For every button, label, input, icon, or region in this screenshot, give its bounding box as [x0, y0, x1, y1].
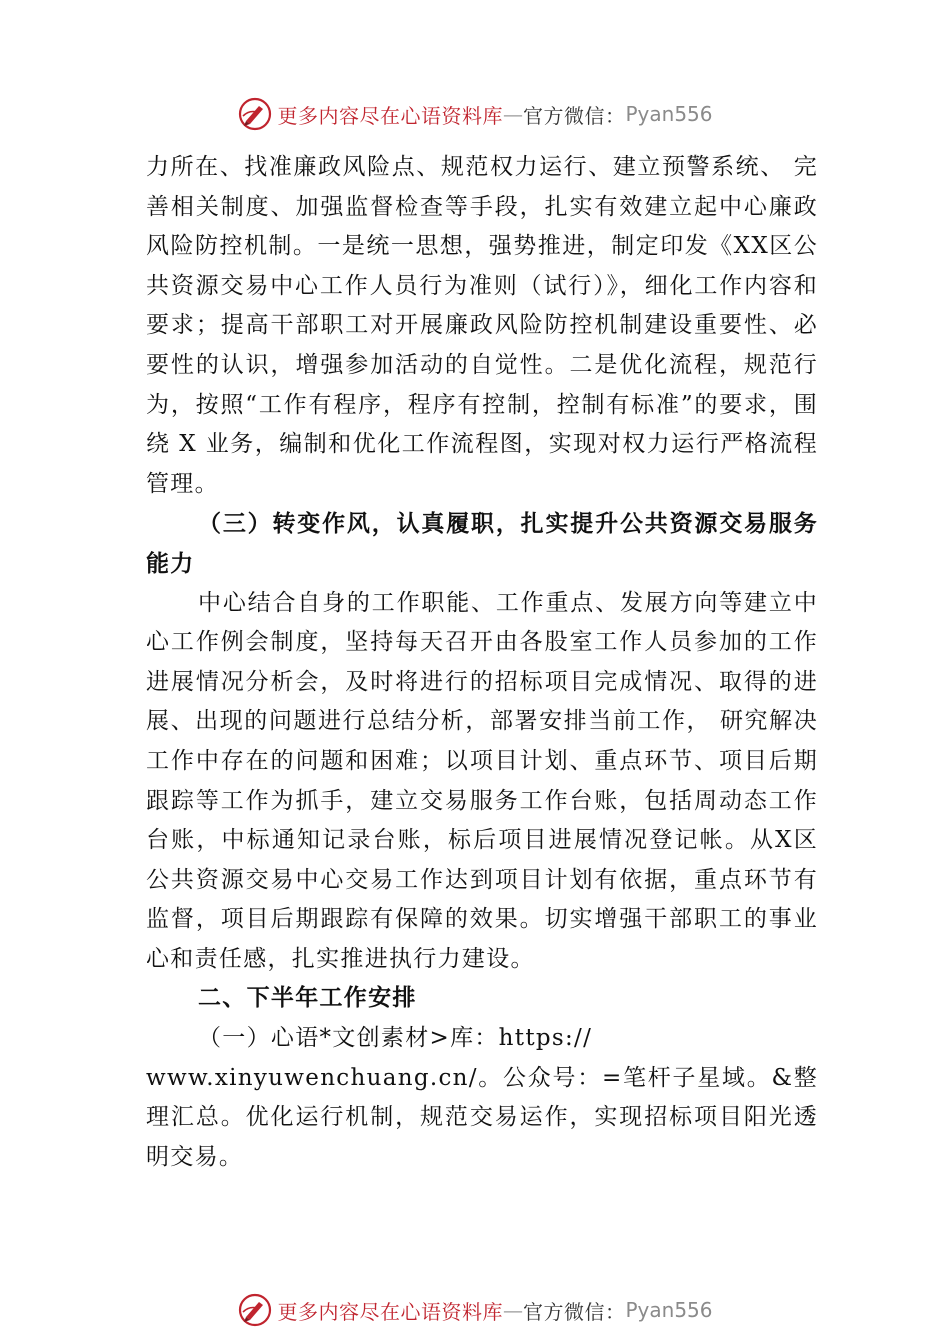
paragraph-work-meeting: 中心结合自身的工作职能、工作重点、发展方向等建立中心工作例会制度，坚持每天召开由各股室工作人员参加的工作进展情况分析会，及时将进行的招标项目完成情况、取得的进展、出现的问题进行总结分析，部署安排当前工作， 研究解决工作中存在的问题和困难；以项目计划、重点环节、项目后期跟踪等工作为抓手，建立交易服务工作台账，包括周动态工作台账，中标通知记录台账，标后项目进展情况登记帐。从X区公共资源交易中心交易工作达到项目计划有依据，重点环节有监督，项目后期跟踪有保障的效果。切实增强干部职工的事业心和责任感，扎实推进执行力建设。 [146, 589, 818, 972]
banner-separator: — [502, 102, 523, 126]
banner-separator: — [502, 1298, 523, 1322]
pen-logo-icon [237, 96, 273, 132]
banner-title: 更多内容尽在心语资料库 [277, 103, 503, 128]
section-heading-second-half: 二、下半年工作安排 [198, 985, 417, 1012]
watermark-banner-top [0, 92, 950, 136]
paragraph-risk-control: 力所在、找准廉政风险点、规范权力运行、建立预警系统、 完善相关制度、加强监督检查等手段，扎实有效建立起中心廉政风险防控机制。一是统一思想，强势推进，制定印发《XX区公共资源交易中心工作人员行为准则（试行）》，细化工作内容和要求；提高干部职工对开展廉政风险防控机制建设重要性、必要性的认识，增强参加活动的自觉性。二是优化流程，规范行为，按照“工作有程序，程序有控制，控制有标准”的要求，围绕 X 业务，编制和优化工作流程图，实现对权力运行严格流程管理。 [146, 154, 818, 497]
watermark-banner-bottom [0, 1288, 950, 1332]
document-body [146, 148, 818, 1177]
banner-wechat-id: Pyan556 [625, 1298, 713, 1322]
banner-wechat-label: 官方微信： [522, 103, 626, 128]
paragraph-item-one-rest: www.xinyuwenchuang.cn/。公众号：=笔杆子星域。&整理汇总。优化运行机制，规范交易运作，实现招标项目阳光透明交易。 [146, 1064, 818, 1170]
paragraph-item-one-line1: （一）心语*文创素材>库：https:// [198, 1025, 593, 1052]
subheading-three: （三）转变作风，认真履职，扎实提升公共资源交易服务能力 [146, 510, 818, 577]
banner-title: 更多内容尽在心语资料库 [277, 1299, 503, 1324]
pen-logo-icon [237, 1292, 273, 1328]
banner-wechat-label: 官方微信： [522, 1299, 626, 1324]
banner-wechat-id: Pyan556 [625, 102, 713, 126]
